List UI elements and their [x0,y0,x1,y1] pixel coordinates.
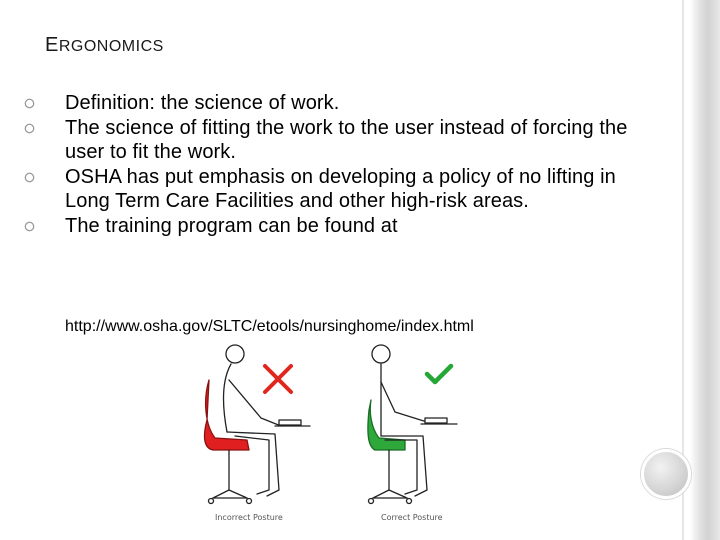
bullet-text: Definition: the science of work. [65,92,340,114]
bullet-text: The science of fitting the work to the user instead of forcing the user to fit the work. [65,116,628,163]
circle-bullet-icon [24,123,35,134]
slide-title [45,34,164,57]
bullet-item [22,165,662,214]
bullet-list [22,91,662,238]
correct-posture-label: Correct Posture [381,513,443,522]
cross-icon [265,366,291,392]
correct-posture-figure [368,345,457,504]
bullet-text: OSHA has put emphasis on developing a policy of no lifting in Long Term Care Facilities and other high-risk areas. [65,165,616,212]
training-url[interactable]: http://www.osha.gov/SLTC/etools/nursinghome/index.html [65,318,474,335]
decorative-circle [641,449,691,499]
bullet-item [22,214,662,239]
correct-chair [368,400,405,450]
bullet-text: The training program can be found at [65,214,398,237]
incorrect-chair [205,380,249,450]
incorrect-posture-label: Incorrect Posture [215,513,283,522]
incorrect-posture-figure [205,345,310,504]
right-edge-band [690,0,720,540]
bullet-item [22,116,662,165]
posture-illustration [195,340,475,525]
circle-bullet-icon [24,221,35,232]
bullet-item [22,91,662,116]
title-initial: E [45,34,59,56]
circle-bullet-icon [24,172,35,183]
circle-bullet-icon [24,98,35,109]
title-rest: RGONOMICS [58,38,164,55]
check-icon [427,366,451,382]
